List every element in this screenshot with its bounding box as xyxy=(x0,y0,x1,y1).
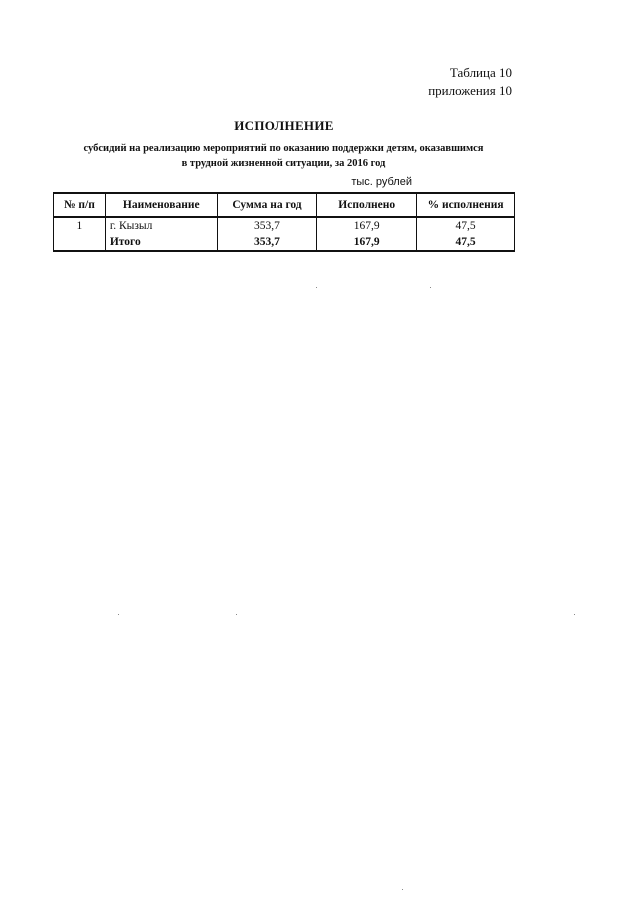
subtitle-line-2: в трудной жизненной ситуации, за 2016 год xyxy=(181,158,386,169)
row-name: г. Кызыл xyxy=(105,217,217,234)
scan-speck xyxy=(316,287,317,288)
row-executed: 167,9 xyxy=(317,217,417,234)
table-row xyxy=(54,217,515,234)
total-percent: 47,5 xyxy=(417,234,515,251)
table-number-label: Таблица 10 xyxy=(449,65,512,80)
scan-speck xyxy=(430,287,431,288)
column-header-number: № п/п xyxy=(54,193,106,217)
scan-speck xyxy=(402,889,403,890)
column-header-name: Наименование xyxy=(105,193,217,217)
total-annual-sum: 353,7 xyxy=(217,234,317,251)
document-subtitle xyxy=(52,141,515,171)
appendix-number-label: приложения 10 xyxy=(428,83,512,98)
column-header-executed: Исполнено xyxy=(317,193,417,217)
total-label: Итого xyxy=(105,234,217,251)
units-label: тыс. рублей xyxy=(351,176,412,188)
row-percent: 47,5 xyxy=(417,217,515,234)
total-row-number xyxy=(54,234,106,251)
table-total-row xyxy=(54,234,515,251)
appendix-reference xyxy=(428,64,512,100)
scan-speck xyxy=(236,614,237,615)
scan-speck xyxy=(574,614,575,615)
column-header-annual-sum: Сумма на год xyxy=(217,193,317,217)
column-header-percent: % исполнения xyxy=(417,193,515,217)
report-table xyxy=(53,192,515,252)
subtitle-line-1: субсидий на реализацию мероприятий по оказанию поддержки детям, оказавшимся xyxy=(83,143,484,154)
row-annual-sum: 353,7 xyxy=(217,217,317,234)
row-number: 1 xyxy=(54,217,106,234)
document-title: ИСПОЛНЕНИЕ xyxy=(234,118,334,133)
scan-speck xyxy=(118,614,119,615)
table-header-row xyxy=(54,193,515,217)
total-executed: 167,9 xyxy=(317,234,417,251)
